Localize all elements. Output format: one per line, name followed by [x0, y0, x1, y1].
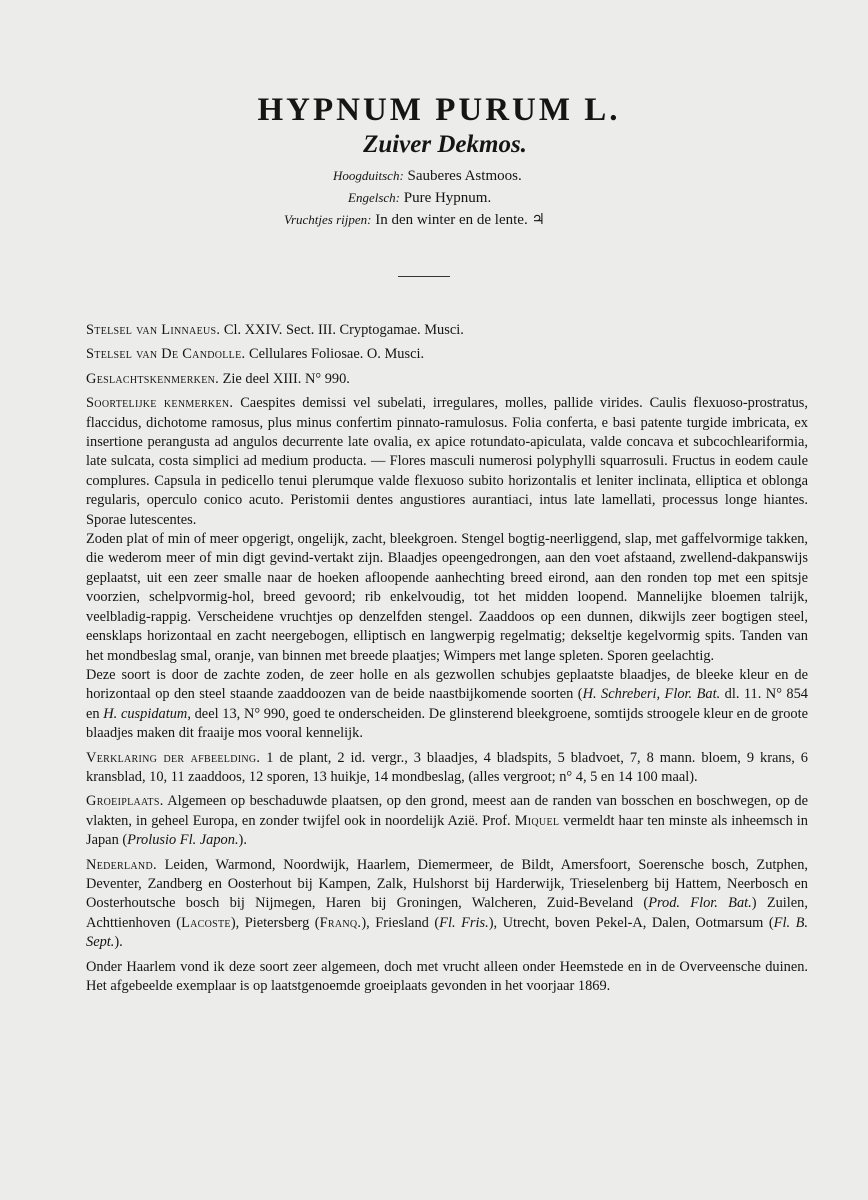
section-head: Verklaring der afbeelding.: [86, 749, 261, 766]
section-text: 1 de plant, 2 id. vergr., 3 blaadjes, 4 bladspits, 5 bladvoet, 7, 8 mann. bloem, 9 krans, 6 kransblad, 10, 11 zaaddoos, 12 sporen, 13 huikje, 14 mondbeslag, (alles vergroot; n° 4, 5 en 14 100 maal).: [86, 749, 808, 785]
page-subtitle: Zuiver Dekmos.: [363, 131, 527, 158]
section-text: Algemeen op beschaduwde plaatsen, op den grond, meest aan de randen van bosschen en boschwegen, op de vlakten, in geheel Europa, en zonder twijfel ook in noordelijk Azië. Prof.: [86, 793, 808, 829]
page-header: [0, 90, 868, 231]
paragraph-text: Deze soort is door de zachte zoden, de zeer holle en als gezwollen schubjes geplaatste blaadjes, de bleeke kleur en de horizontaal op den steel staande zaaddoozen van de beide naastbijkomende soorten (: [86, 666, 808, 703]
closing-paragraph: [86, 958, 808, 997]
section-head: Soortelijke kenmerken.: [86, 395, 234, 412]
section-text: ).: [114, 934, 123, 951]
netherlands-localities: [86, 856, 808, 953]
section-text: Zoden plat of min of meer opgerigt, ongelijk, zacht, bleekgroen. Stengel bogtig-neerliggend, slap, met gaffelvormige takken, die wederom meer of min digt gevind-vertakt zijn. Blaadjes opeengedrongen, aan den voet afstaand, zwellend-dakpanswijs geplaatst, uit een zeer smalle naar de hoeken afloopende aanhechting breed eirond, aan den ronden top met een spitsje voorzien, schelpvormig-hol, breed gevoord; rib enkelvoudig, tot het midden loopend. Mannelijke bloemen talrijk, veelbladig-rappig. Verscheidene vruchtjes op denzelfden stengel. Zaaddoos op een dunnen, dikwijls zeer bogtigen steel, eensklaps horizontaal en zacht neergebogen, elliptisch en langwerpig regelmatig; dekseltje kegelvormig spits. Tanden van het mondbeslag smal, oranje, van binnen met breede plaatjes; Wimpers met lange spleten. Sporen geelachtig.: [86, 531, 808, 664]
section-text: Leiden, Warmond, Noordwijk, Haarlem, Diemermeer, de Bildt, Amersfoort, Soerensche bosch, Zutphen, Deventer, Zandberg en Oosterhout bij Kampen, Zalk, Hulshorst bij Harderwijk, Trieselenberg bij Hattem, Neerbosch en Oosterhoutsche bosch bij Nijmegen, Haren bij Groningen, Walcheren, Zuid-Beveland (: [86, 856, 808, 912]
common-names: [0, 165, 868, 231]
section-head: Geslachtskenmerken.: [86, 370, 220, 387]
reference: Prolusio Fl. Japon.: [127, 832, 239, 849]
species-characters-latin: [86, 394, 808, 530]
section-text: ), Utrecht, boven Pekel-A, Dalen, Ootmarsum (: [488, 914, 774, 931]
name-value: In den winter en de lente. ♃: [375, 212, 545, 228]
section-text: ), Pietersberg (: [230, 914, 320, 931]
reference: H. cuspidatum: [103, 705, 188, 722]
figure-explanation: [86, 749, 808, 788]
section-text: ) Zuilen, Achttienhoven (: [86, 895, 808, 931]
page-body: [86, 321, 808, 996]
page-title: HYPNUM PURUM L.: [257, 92, 621, 128]
section-head: Stelsel van Linnaeus.: [86, 322, 221, 338]
name-label: Engelsch:: [348, 190, 400, 205]
paragraph-text: dl. 11. N° 854 en: [86, 686, 808, 722]
species-characters-dutch: [86, 530, 808, 666]
section-text: Cl. XXIV. Sect. III. Cryptogamae. Musci.: [223, 322, 464, 338]
reference: Fl. B. Sept.: [86, 914, 808, 951]
paragraph-text: Onder Haarlem vond ik deze soort zeer algemeen, doch met vrucht alleen onder Heemstede en in de Overveensche duinen. Het afgebeelde exemplaar is op laatstgenoemde groeiplaats gevonden in het voorjaar 1869.: [86, 958, 808, 994]
section-text: vermeldt haar ten minste als inheemsch in Japan (: [86, 812, 809, 849]
name-row-german: [333, 165, 868, 187]
person-name: Miquel: [514, 812, 560, 829]
person-name: Franq.: [319, 914, 362, 931]
person-name: Lacoste: [181, 914, 231, 931]
section-text: ), Friesland (: [361, 914, 440, 931]
reference: Fl. Fris.: [439, 914, 489, 931]
name-label: Vruchtjes rijpen:: [284, 212, 372, 227]
linnaeus-system: [86, 321, 808, 340]
name-label: Hoogduitsch:: [333, 168, 404, 183]
section-text: Caespites demissi vel subelati, irregulares, molles, pallide virides. Caulis flexuoso-prostratus, flaccidus, dichotome ramosus, plus minus confertim pinnato-ramulosus. Folia conferta, e basi patente turgide imbricata, ex insertione perangusta ad angulos decurrente late ovalia, ex apice rotundato-apiculata, valde concava et subcochleariformia, late sulcata, costa simplici ad medium producta. — Flores masculi numerosi polyphylli squarrosuli. Fructus in eodem caule complures. Capsula in pedicello tenui plerumque valde flexuoso subito horizontalis et leniter inclinata, elliptica et oblonga regularis, operculo conico acuto. Peristomii dentes angustiores aurantiaci, intus late lamellati, processus longe hiantes. Sporae lutescentes.: [86, 395, 808, 528]
section-text: ).: [238, 832, 247, 849]
section-head: Stelsel van De Candolle.: [86, 346, 246, 363]
genus-characters: [86, 370, 808, 389]
section-text: Zie deel XIII. N° 990.: [222, 370, 350, 387]
section-text: Cellulares Foliosae. O. Musci.: [249, 346, 425, 363]
section-head: Groeiplaats.: [86, 793, 164, 810]
name-row-fruiting: [284, 209, 868, 231]
decandolle-system: [86, 345, 808, 364]
name-value: Sauberes Astmoos.: [407, 168, 522, 184]
paragraph-text: , deel 13, N° 990, goed te onderscheiden. De glinsterend bleekgroene, somtijds stroogele kleur en de groote blaadjes maken dit fraaije mos vooral kennelijk.: [86, 705, 808, 742]
comparison-paragraph: [86, 666, 808, 744]
habitat-paragraph: [86, 792, 808, 850]
header-divider: [398, 276, 450, 277]
name-value: Pure Hypnum.: [403, 190, 492, 206]
section-head: Nederland.: [86, 856, 157, 873]
reference: Prod. Flor. Bat.: [648, 895, 752, 912]
reference: H. Schreberi, Flor. Bat.: [582, 686, 721, 703]
name-row-english: [348, 187, 868, 209]
